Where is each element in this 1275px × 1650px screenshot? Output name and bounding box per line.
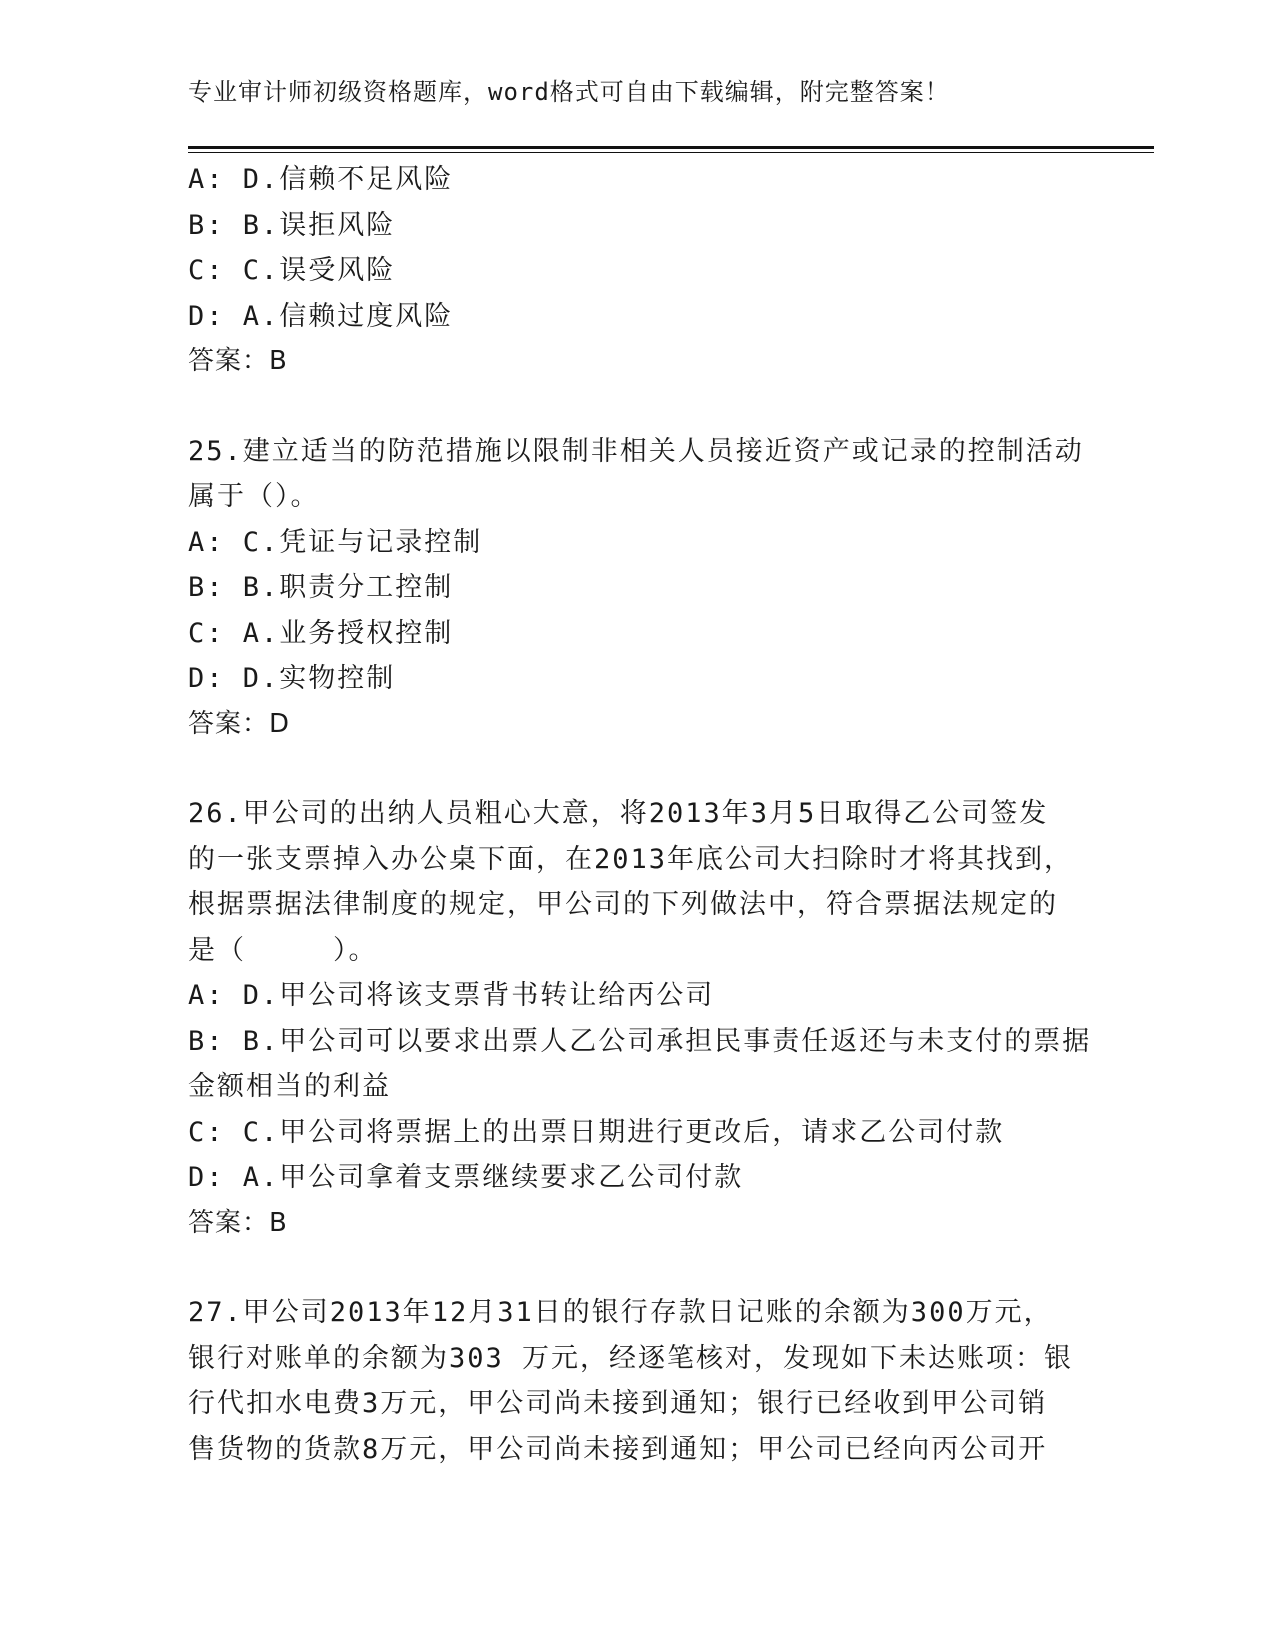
option-d: D: D.实物控制: [188, 663, 396, 694]
option-a: A: D.信赖不足风险: [188, 164, 454, 195]
question-25: [188, 429, 1088, 748]
question-stem-line: 26.甲公司的出纳人员粗心大意，将2013年3月5日取得乙公司签发: [188, 798, 1049, 829]
answer-line: 答案：B: [188, 1207, 288, 1238]
question-stem-line: 的一张支票掉入办公桌下面，在2013年底公司大扫除时才将其找到，: [188, 843, 1074, 875]
question-stem-line: 银行对账单的余额为303 万元，经逐笔核对，发现如下未达账项：银: [188, 1342, 1074, 1374]
option-d: D: A.甲公司拿着支票继续要求乙公司付款: [188, 1162, 744, 1193]
answer-line: 答案：B: [188, 346, 288, 376]
option-b: B: B.甲公司可以要求出票人乙公司承担民事责任返还与未支付的票据: [188, 1025, 1092, 1057]
page-header: 专业审计师初级资格题库，word格式可自由下载编辑，附完整答案！: [188, 78, 950, 106]
document-body: [188, 157, 1092, 1472]
question-prev: [188, 157, 1088, 385]
option-c: C: C.误受风险: [188, 255, 396, 286]
option-d: D: A.信赖过度风险: [188, 300, 454, 332]
header-divider-thin: [188, 152, 1154, 153]
question-stem-line: 25.建立适当的防范措施以限制非相关人员接近资产或记录的控制活动: [188, 435, 1084, 467]
option-c: C: A.业务授权控制: [188, 617, 454, 649]
question-stem-line: 是（ ）。: [188, 934, 378, 966]
question-27: [188, 1290, 1088, 1472]
question-stem-line: 27.甲公司2013年12月31日的银行存款日记账的余额为300万元，: [188, 1297, 1053, 1328]
option-b: B: B.误拒风险: [188, 209, 396, 241]
option-c: C: C.甲公司将票据上的出票日期进行更改后，请求乙公司付款: [188, 1116, 1005, 1148]
question-stem-line: 行代扣水电费3万元，甲公司尚未接到通知；银行已经收到甲公司销: [188, 1388, 1048, 1419]
question-stem-line: 售货物的货款8万元，甲公司尚未接到通知；甲公司已经向丙公司开: [188, 1433, 1048, 1465]
header-divider-thick: [188, 146, 1154, 149]
option-b-continued: 金额相当的利益: [188, 1071, 391, 1102]
option-a: A: C.凭证与记录控制: [188, 526, 483, 558]
question-stem-line: 属于（）。: [188, 481, 320, 512]
question-26: [188, 791, 1092, 1246]
question-stem-line: 根据票据法律制度的规定，甲公司的下列做法中，符合票据法规定的: [188, 889, 1058, 920]
option-a: A: D.甲公司将该支票背书转让给丙公司: [188, 980, 715, 1011]
answer-line: 答案：D: [188, 708, 291, 739]
option-b: B: B.职责分工控制: [188, 572, 454, 603]
